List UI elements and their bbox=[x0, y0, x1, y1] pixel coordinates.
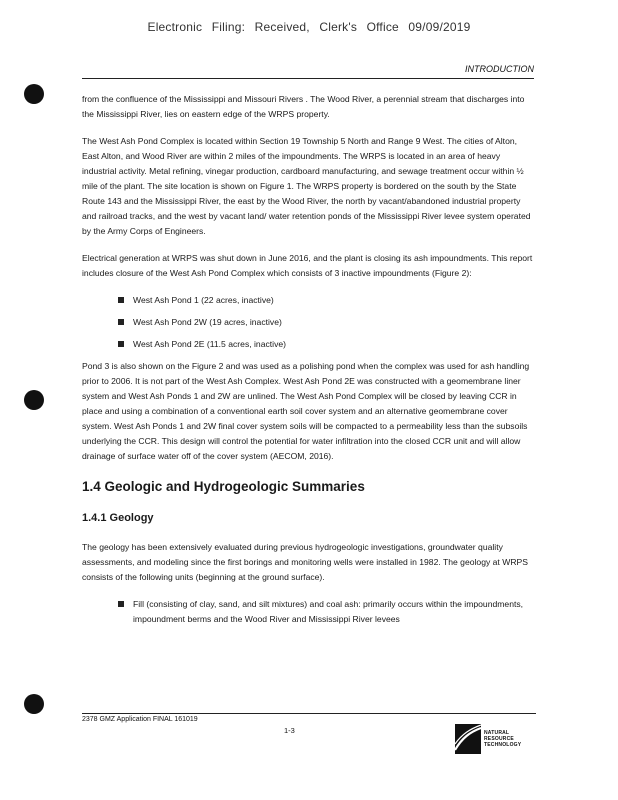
footer-rule bbox=[82, 713, 536, 714]
bullet-icon bbox=[118, 297, 124, 303]
paragraph-generation: Electrical generation at WRPS was shut down in June 2016, and the plant is closing its ash impoundments. This report includes closure of the West Ash Pond Complex which consists of 3 inactive impoundments (Figure 2): bbox=[82, 253, 533, 278]
page-body bbox=[82, 92, 534, 634]
geology-unit-list bbox=[82, 597, 534, 627]
paragraph-confluence: from the confluence of the Mississippi and Missouri Rivers . The Wood River, a perennial stream that discharges into the Mississippi River, lies on eastern edge of the WRPS property. bbox=[82, 94, 525, 119]
pond-item-label: West Ash Pond 1 (22 acres, inactive) bbox=[133, 295, 274, 305]
page-number: 1-3 bbox=[284, 726, 295, 735]
paragraph-geology: The geology has been extensively evaluated during previous hydrogeologic investigations, groundwater quality assessments, and modeling since the first borings and monitoring wells were installed in 1982. The geology at WRPS consists of the following units (beginning at the ground surface). bbox=[82, 542, 528, 582]
bullet-icon bbox=[118, 601, 124, 607]
paragraph-pond-3: Pond 3 is also shown on the Figure 2 and was used as a polishing pond when the complex was used for ash handling prior to 2006. It is not part of the West Ash Complex. West Ash Pond 2E was constructed with a geomembrane liner system and West Ash Ponds 1 and 2W are unlined. The West Ash Pond Complex will be closed by leaving CCR in place and using a combination of a conventional earth soil cover system and an alternative geomembrane cover system. West Ash Ponds 1 and 2W final cover system soils will be compacted to a permeability less than the subsoils underlying the CCR. This design will control the potential for water infiltration into the closed CCR unit and will allow drainage of surface water off of the cover system (AECOM, 2016). bbox=[82, 361, 530, 461]
bullet-icon bbox=[118, 341, 124, 347]
pond-item-label: West Ash Pond 2E (11.5 acres, inactive) bbox=[133, 339, 287, 349]
logo-swoosh-icon bbox=[454, 720, 484, 756]
binder-hole-bottom bbox=[24, 694, 44, 714]
logo-line: TECHNOLOGY bbox=[484, 742, 522, 749]
binder-hole-top bbox=[24, 84, 44, 104]
binder-hole-middle bbox=[24, 390, 44, 410]
subsection-heading: 1.4.1 Geology bbox=[82, 512, 154, 524]
header-rule bbox=[82, 78, 534, 79]
list-item bbox=[118, 293, 534, 308]
filing-stamp: Electronic Filing: Received, Clerk's Office 09/09/2019 bbox=[147, 20, 471, 34]
list-item bbox=[118, 337, 534, 352]
logo-line: NATURAL bbox=[484, 730, 510, 736]
bullet-icon bbox=[118, 319, 124, 325]
company-logo bbox=[454, 720, 534, 756]
section-heading: 1.4 Geologic and Hydrogeologic Summaries bbox=[82, 479, 365, 494]
geology-unit-label: Fill (consisting of clay, sand, and silt mixtures) and coal ash: primarily occurs within the impoundments, impoundment berms and the Wood River and Mississippi River levees bbox=[133, 599, 524, 624]
pond-item-label: West Ash Pond 2W (19 acres, inactive) bbox=[133, 317, 282, 327]
logo-wordmark bbox=[484, 730, 521, 749]
paragraph-location: The West Ash Pond Complex is located within Section 19 Township 5 North and Range 9 West. The cities of Alton, East Alton, and Wood River are within 2 miles of the impoundments. The WRPS is located in an area of heavy industrial activity. Metal refining, vinegar production, cardboard manufacturing, and sewage treatment occur within ½ mile of the plant. The site location is shown on Figure 1. The WRPS property is bordered on the south by the State Route 143 and the Mississippi River, the east by the Wood River, the north by vacant/abandoned industrial property and railroad tracks, and the west by vacant land/ water retention ponds of the Mississippi River levee system operated by the Army Corps of Engineers. bbox=[82, 136, 531, 236]
footer-document-name: 2378 GMZ Application FINAL 161019 bbox=[82, 716, 198, 723]
pond-list bbox=[82, 293, 534, 352]
list-item bbox=[118, 315, 534, 330]
list-item bbox=[118, 597, 534, 627]
logo-line: RESOURCE bbox=[484, 736, 514, 743]
section-header: INTRODUCTION bbox=[465, 64, 534, 74]
